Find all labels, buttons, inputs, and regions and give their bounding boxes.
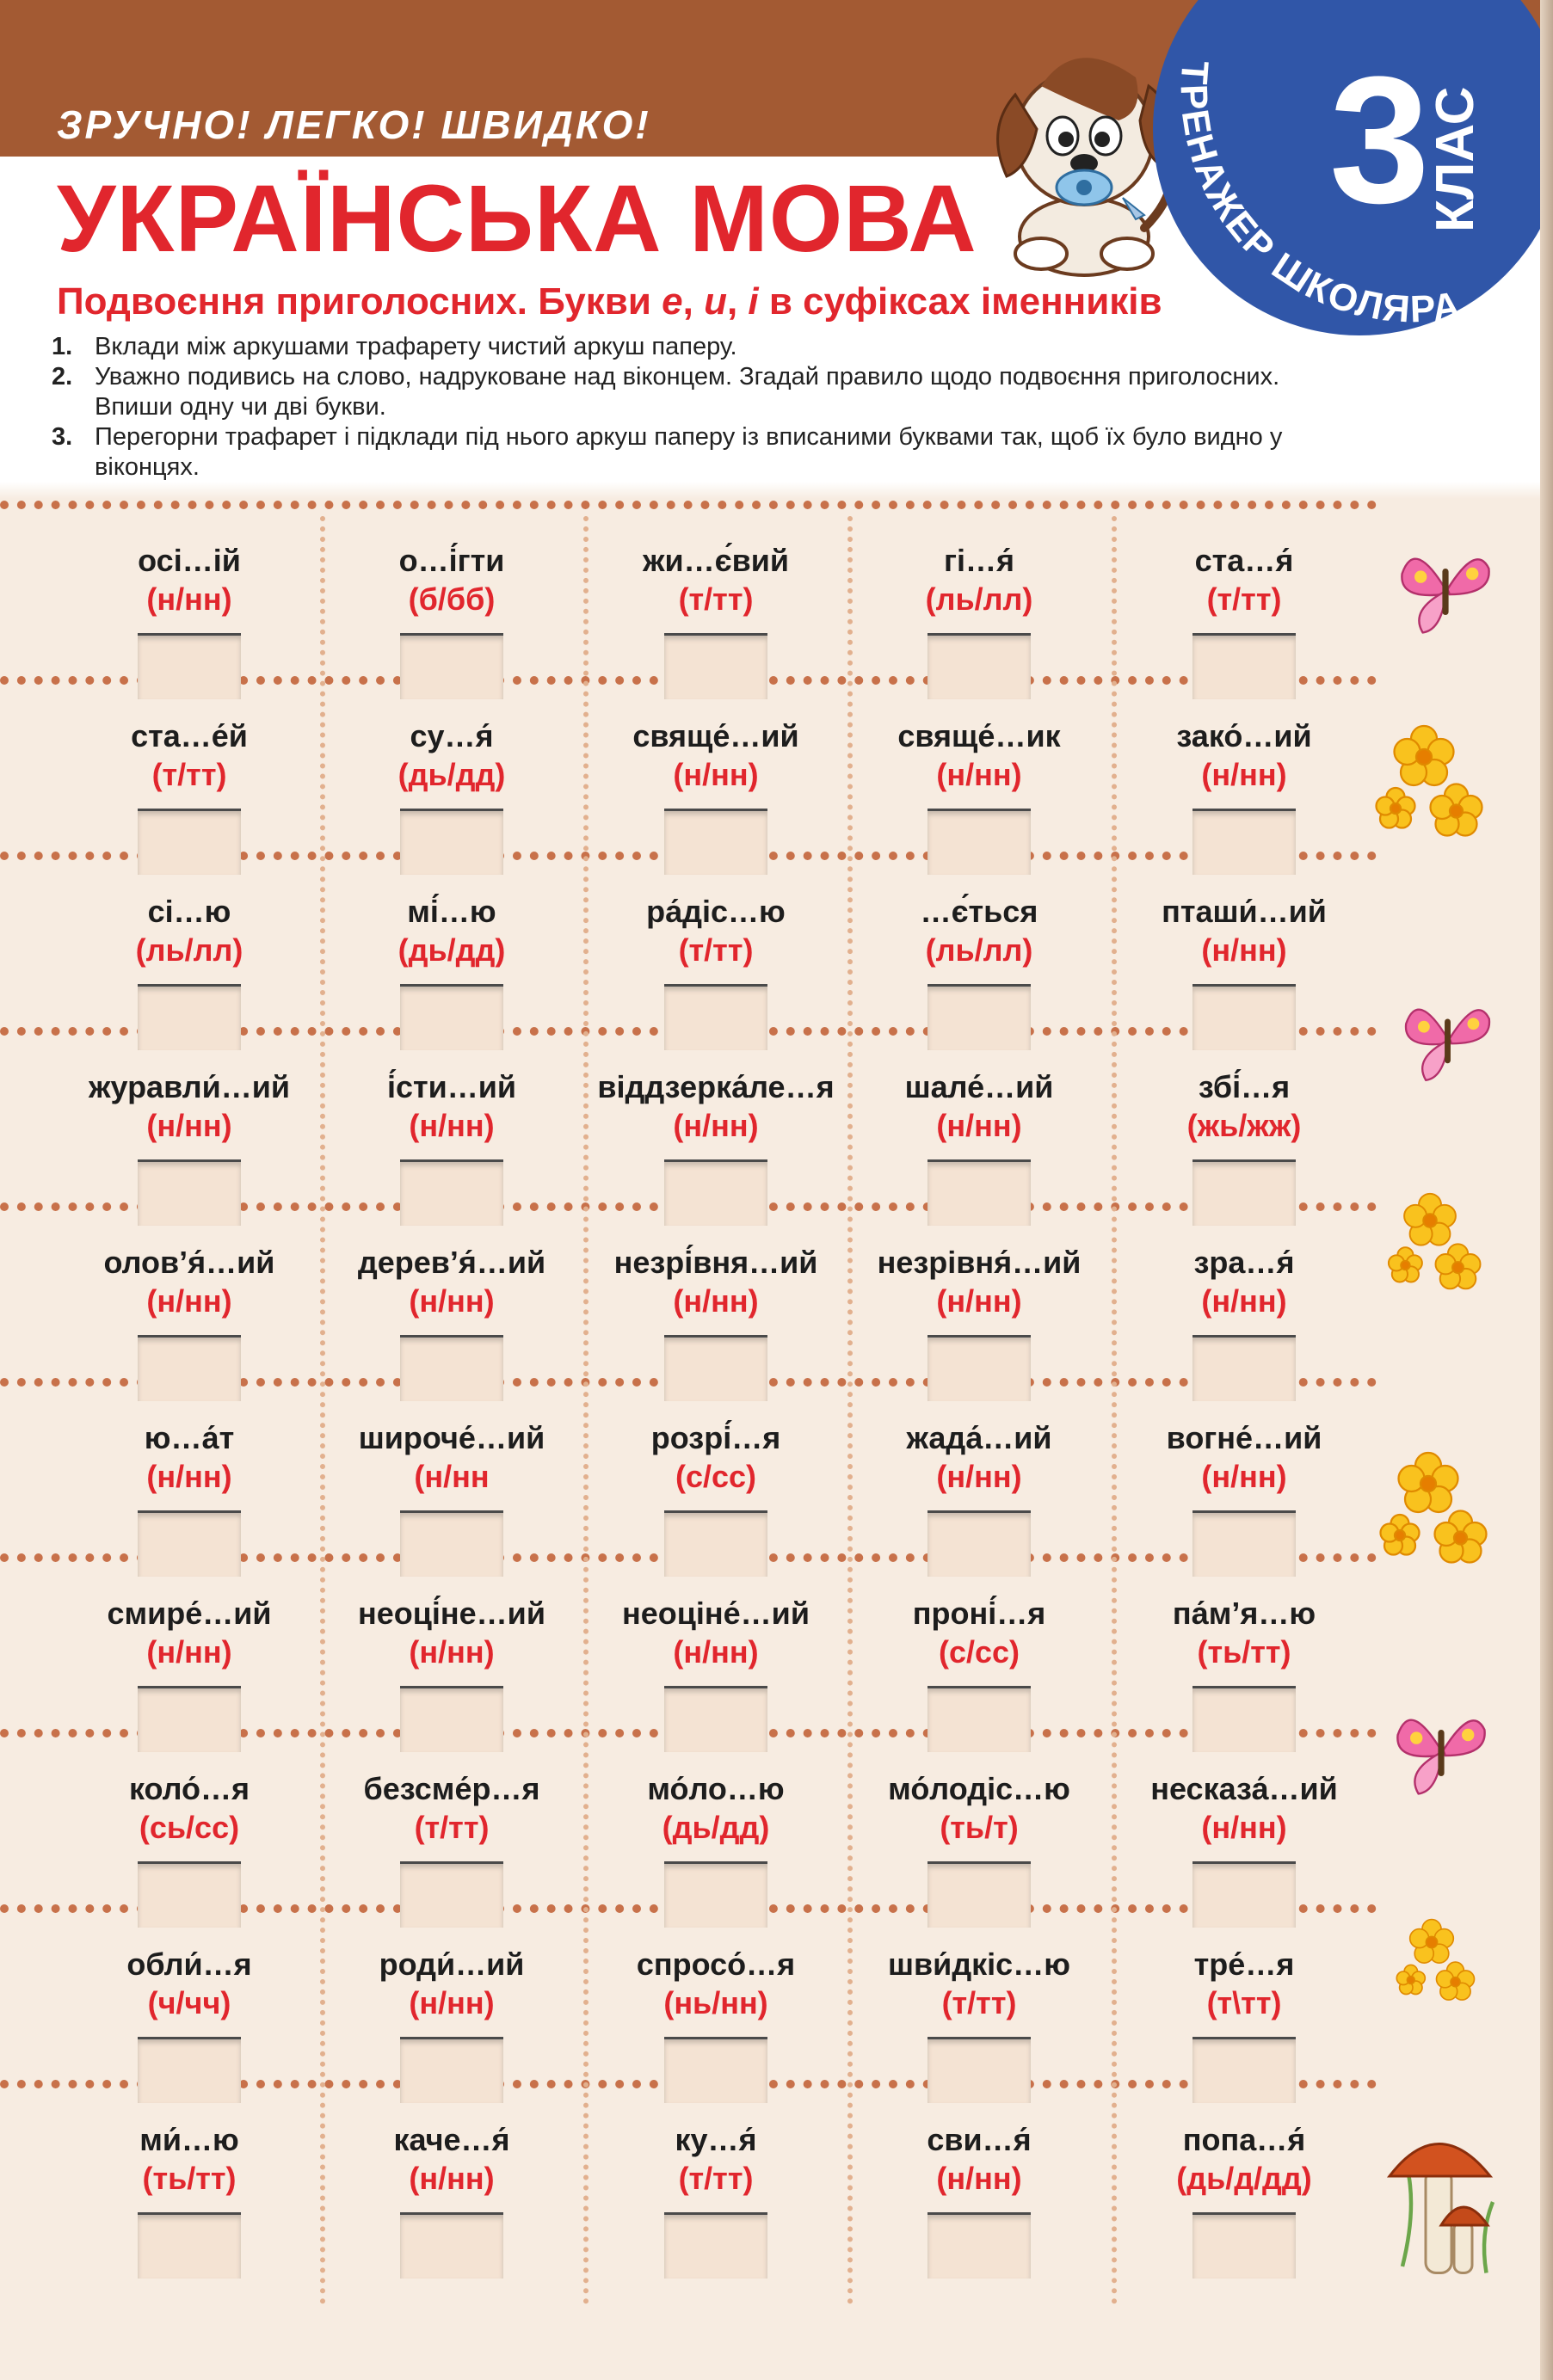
exercise-cell [1115,893,1373,1050]
exercise-cell [323,1244,581,1401]
exercise-cell [60,1770,318,1928]
flowers-icon [1372,718,1501,847]
exercise-cell [1115,1946,1373,2103]
letter-hint: (н/нн) [146,581,232,617]
butterfly-icon [1390,1699,1493,1802]
answer-window[interactable] [1192,2037,1296,2103]
exercise-cell [1115,717,1373,875]
exercise-word: пташи́…ий [1162,894,1327,929]
exercise-word: і́сти…ий [386,1069,517,1104]
exercise-word: олов’я́…ий [103,1245,275,1280]
letter-hint: (ч/чч) [147,1985,231,2020]
exercise-word: журавли́…ий [89,1069,290,1104]
letter-hint: (дь/дд) [397,757,506,792]
exercise-cell [587,1419,845,1577]
butterfly-icon [1394,538,1497,641]
letter-hint: (н/нн) [409,1985,495,2020]
exercise-word: осі…ій [138,543,241,578]
answer-window[interactable] [400,1686,503,1752]
letter-hint: (с/сс) [938,1634,1020,1670]
letter-hint: (ль/лл) [135,932,243,968]
exercise-cell [323,893,581,1050]
exercise-word: попа…я́ [1182,2122,1306,2157]
answer-window[interactable] [1192,984,1296,1050]
instruction-text: Вклади між аркушами трафарету чистий аркуш паперу. [95,333,737,360]
answer-window[interactable] [400,984,503,1050]
exercise-word: свяще́…ик [897,718,1061,753]
exercise-cell [850,1946,1108,2103]
letter-hint: (ть/тт) [142,2161,237,2196]
exercise-word: коло́…я [128,1771,250,1806]
flowers-icon [1394,1914,1488,2008]
badge-arc-text: ТРЕНАЖЕР ШКОЛЯРА [1172,59,1464,331]
exercise-word: обли́…я [126,1946,252,1982]
exercise-word: шале́…ий [904,1069,1054,1104]
exercise-cell [60,542,318,699]
answer-window[interactable] [927,984,1031,1050]
letter-hint: (т/тт) [941,1985,1017,2020]
exercise-word: ста…я́ [1194,543,1294,578]
instruction-text: Перегорни трафарет і підклади під нього аркуш паперу із вписаними буквами так, щоб їх було видно у віконцях. [95,423,1283,481]
answer-window[interactable] [400,2212,503,2279]
exercise-cell [850,1244,1108,1401]
answer-window[interactable] [138,1510,241,1577]
answer-window[interactable] [400,1335,503,1401]
exercise-cell [587,717,845,875]
answer-window[interactable] [1192,809,1296,875]
letter-hint: (с/сс) [675,1459,757,1494]
exercise-word: проні́…я [912,1596,1046,1631]
exercise-word: о…і́гти [398,543,505,578]
exercise-cell [323,1419,581,1577]
answer-window[interactable] [1192,1335,1296,1401]
exercise-cell [1115,1419,1373,1577]
answer-window[interactable] [138,809,241,875]
exercise-word: сі…ю [147,894,231,929]
answer-window[interactable] [927,2037,1031,2103]
answer-window[interactable] [1192,1861,1296,1928]
letter-hint: (н/нн) [146,1459,232,1494]
exercise-word: віддзерка́ле…я [597,1069,835,1104]
exercise-cell [1115,2121,1373,2279]
answer-window[interactable] [400,1159,503,1226]
exercise-word: ми́…ю [139,2122,239,2157]
answer-window[interactable] [664,633,767,699]
answer-window[interactable] [664,2212,767,2279]
answer-window[interactable] [1192,1159,1296,1226]
mushroom-icon [1377,2112,1506,2279]
letter-hint: (дь/д/дд) [1176,2161,1312,2196]
answer-window[interactable] [927,633,1031,699]
page-title: УКРАЇНСЬКА МОВА [57,166,977,272]
letter-hint: (н/нн) [936,2161,1022,2196]
answer-window[interactable] [927,1510,1031,1577]
letter-hint: (т/тт) [678,2161,754,2196]
answer-window[interactable] [400,2037,503,2103]
exercise-word: гі…я́ [943,543,1014,578]
exercise-word: широче́…ий [358,1420,545,1455]
exercise-word: су…я́ [410,718,494,753]
letter-hint: (ль/лл) [925,932,1033,968]
letter-hint: (н/нн) [1201,757,1287,792]
answer-window[interactable] [664,1159,767,1226]
exercise-word: мо́лодіс…ю [888,1771,1070,1806]
letter-hint: (ть/тт) [1197,1634,1291,1670]
exercise-cell [60,717,318,875]
exercise-word: свяще́…ий [632,718,799,753]
letter-hint: (н/нн) [409,1108,495,1143]
answer-window[interactable] [1192,633,1296,699]
exercise-cell [587,893,845,1050]
instruction-number: 2. [52,363,73,391]
exercise-word: ю…а́т [144,1420,235,1455]
exercise-cell [323,2121,581,2279]
answer-window[interactable] [138,1159,241,1226]
exercise-cell [1115,1068,1373,1226]
badge-class-label: КЛАС [1426,86,1485,232]
exercise-cell [850,1770,1108,1928]
page-subtitle: Подвоєння приголосних. Букви е, и, і в суфіксах іменників [57,280,1162,323]
letter-hint: (н/нн) [1201,1283,1287,1319]
exercise-word: сви…я́ [927,2122,1032,2157]
answer-window[interactable] [138,1686,241,1752]
exercise-cell [323,1068,581,1226]
letter-hint: (сь/сс) [139,1810,240,1845]
exercise-word: мо́ло…ю [647,1771,785,1806]
answer-window[interactable] [400,633,503,699]
letter-hint: (н/нн) [673,1283,759,1319]
exercise-cell [60,1419,318,1577]
letter-hint: (н/нн) [936,1108,1022,1143]
exercise-word: смире́…ий [107,1596,272,1631]
butterfly-icon [1398,989,1497,1088]
letter-hint: (н/нн [414,1459,490,1494]
flowers-icon [1377,1445,1506,1574]
exercise-word: неоціне́…ий [622,1596,810,1631]
exercise-cell [850,1595,1108,1752]
answer-window[interactable] [927,1159,1031,1226]
exercise-word: каче…я́ [393,2122,510,2157]
exercise-cell [850,717,1108,875]
exercise-cell [850,893,1108,1050]
answer-window[interactable] [927,2212,1031,2279]
answer-window[interactable] [1192,2212,1296,2279]
letter-hint: (т/тт) [151,757,227,792]
letter-hint: (н/нн) [1201,1459,1287,1494]
exercise-cell [323,1770,581,1928]
exercise-cell [323,1946,581,2103]
answer-window[interactable] [664,2037,767,2103]
letter-hint: (т/тт) [1206,581,1282,617]
answer-window[interactable] [927,1861,1031,1928]
answer-window[interactable] [927,1686,1031,1752]
exercise-word: безсме́р…я [363,1771,540,1806]
answer-window[interactable] [1192,1686,1296,1752]
exercise-cell [850,1068,1108,1226]
exercise-cell [850,1419,1108,1577]
answer-window[interactable] [664,1510,767,1577]
answer-window[interactable] [138,633,241,699]
exercise-word: ра́діс…ю [646,894,786,929]
letter-hint: (т\тт) [1206,1985,1282,2020]
instruction-text: Уважно подивись на слово, надруковане над віконцем. Згадай правило щодо подвоєння приголосних. Впиши одну чи дві букви. [95,363,1280,421]
exercise-word: збі́…я [1198,1069,1291,1104]
exercise-cell [587,1244,845,1401]
exercise-cell [60,893,318,1050]
exercise-cell [587,542,845,699]
letter-hint: (н/нн) [673,1108,759,1143]
letter-hint: (н/нн) [1201,1810,1287,1845]
letter-hint: (н/нн) [936,1459,1022,1494]
answer-window[interactable] [400,1510,503,1577]
exercise-word: незрівня́…ий [877,1245,1082,1280]
letter-hint: (н/нн) [936,757,1022,792]
exercise-cell [323,542,581,699]
letter-hint: (т/тт) [414,1810,490,1845]
answer-window[interactable] [400,809,503,875]
exercise-cell [60,1595,318,1752]
letter-hint: (н/нн) [409,1634,495,1670]
badge-grade-number: 3 [1329,39,1430,241]
letter-hint: (н/нн) [936,1283,1022,1319]
grade-badge-text [0,0,1553,516]
answer-window[interactable] [927,809,1031,875]
answer-window[interactable] [664,1861,767,1928]
exercise-word: па́м’я…ю [1172,1596,1316,1631]
exercise-word: вогне́…ий [1166,1420,1322,1455]
letter-hint: (б/бб) [408,581,496,617]
answer-window[interactable] [664,1335,767,1401]
letter-hint: (дь/дд) [662,1810,770,1845]
exercise-cell [60,1244,318,1401]
dotted-separator [0,501,1377,509]
letter-hint: (н/нн) [146,1634,232,1670]
letter-hint: (нь/нн) [663,1985,768,2020]
exercise-cell [587,2121,845,2279]
exercise-word: зра…я́ [1193,1245,1295,1280]
answer-window[interactable] [664,809,767,875]
answer-window[interactable] [138,1335,241,1401]
answer-window[interactable] [664,1686,767,1752]
letter-hint: (н/нн) [1201,932,1287,968]
answer-window[interactable] [138,2212,241,2279]
exercise-cell [1115,1595,1373,1752]
exercise-cell [1115,1244,1373,1401]
exercise-cell [850,542,1108,699]
letter-hint: (дь/дд) [397,932,506,968]
exercise-word: ста…е́й [131,718,248,753]
letter-hint: (т/тт) [678,581,754,617]
exercise-cell [60,2121,318,2279]
exercise-cell [323,1595,581,1752]
exercise-cell [587,1946,845,2103]
exercise-word: роди́…ий [379,1946,525,1982]
exercise-word: ку…я́ [675,2122,757,2157]
exercise-cell [60,1068,318,1226]
exercise-word: тре́…я [1193,1946,1295,1982]
exercise-word: дерев’я́…ий [357,1245,546,1280]
exercise-word: мі́…ю [407,894,496,929]
letter-hint: (н/нн) [409,1283,495,1319]
letter-hint: (т/тт) [678,932,754,968]
exercise-word: розрі́…я [650,1420,781,1455]
exercise-word: жи…є́вий [643,543,789,578]
exercise-cell [1115,542,1373,699]
flowers-icon [1385,1187,1497,1299]
exercise-cell [587,1068,845,1226]
answer-window[interactable] [927,1335,1031,1401]
slogan: ЗРУЧНО! ЛЕГКО! ШВИДКО! [57,102,651,147]
letter-hint: (ль/лл) [925,581,1033,617]
exercise-word: шви́дкіс…ю [888,1946,1070,1982]
exercise-word: …є́ться [920,894,1038,929]
instruction-number: 1. [52,333,73,360]
letter-hint: (н/нн) [409,2161,495,2196]
answer-window[interactable] [138,1861,241,1928]
exercise-word: незрі́вня…ий [613,1245,818,1280]
exercise-cell [587,1595,845,1752]
answer-window[interactable] [138,984,241,1050]
exercise-cell [323,717,581,875]
exercise-cell [587,1770,845,1928]
letter-hint: (ть/т) [940,1810,1019,1845]
letter-hint: (н/нн) [146,1283,232,1319]
exercise-word: несказа́…ий [1150,1771,1338,1806]
exercise-word: спросо́…я [636,1946,796,1982]
exercise-cell [850,2121,1108,2279]
exercise-word: неоці́не…ий [358,1596,545,1631]
exercise-word: зако́…ий [1176,718,1312,753]
letter-hint: (н/нн) [146,1108,232,1143]
letter-hint: (н/нн) [673,1634,759,1670]
exercise-word: жада́…ий [906,1420,1052,1455]
answer-window[interactable] [400,1861,503,1928]
letter-hint: (жь/жж) [1186,1108,1302,1143]
answer-window[interactable] [1192,1510,1296,1577]
exercise-cell [60,1946,318,2103]
letter-hint: (н/нн) [673,757,759,792]
instruction-number: 3. [52,423,73,451]
exercise-cell [1115,1770,1373,1928]
answer-window[interactable] [138,2037,241,2103]
answer-window[interactable] [664,984,767,1050]
page-edge [1540,0,1553,2380]
